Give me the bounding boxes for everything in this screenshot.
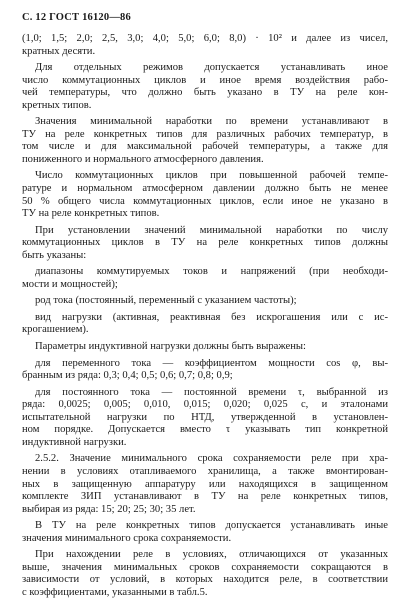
text-line: ном порядке. Допускается вместо τ указывать тип конкретной bbox=[22, 424, 388, 436]
text-line: крогашением). bbox=[22, 324, 89, 336]
paragraph bbox=[22, 520, 388, 545]
text-line: выше, значения минимальных сроков сохраняемости сокращаются в bbox=[22, 561, 388, 573]
text-line: значения минимального срока сохраняемости. bbox=[22, 532, 232, 544]
paragraph bbox=[22, 33, 388, 58]
text-line: испытательной нагрузки по НТД, утвержденной в установлен- bbox=[22, 411, 388, 423]
text-line: кратных десяти. bbox=[22, 45, 96, 57]
text-line: Для отдельных режимов допускается устанавливать иное bbox=[35, 62, 388, 74]
paragraph bbox=[22, 295, 388, 308]
paragraph bbox=[22, 387, 388, 450]
text-line: Параметры индуктивной нагрузки должны быть выражены: bbox=[35, 341, 306, 353]
text-line: ТУ на реле конкретных типов. bbox=[22, 208, 160, 220]
paragraph bbox=[22, 312, 388, 337]
document-page bbox=[22, 12, 388, 603]
text-line: для постоянного тока — постоянной времени τ, выбранной из bbox=[35, 386, 388, 398]
paragraph bbox=[22, 549, 388, 599]
text-line: (1,0; 1,5; 2,0; 2,5, 3,0; 4,0; 5,0; 6,0; 8,0) · 10² и далее из чисел, bbox=[22, 33, 388, 44]
text-line: коммутационных циклов в ТУ на реле конкретных типов должны bbox=[22, 237, 388, 249]
text-line: 50 % общего числа коммутационных циклов, если иное не указано в bbox=[22, 195, 388, 207]
text-line: нении в условиях отапливаемого хранилища, а также вмонтирован- bbox=[22, 465, 388, 477]
text-line: быть указаны: bbox=[22, 249, 87, 261]
text-line: число коммутационных циклов и иное время воздействия рабо- bbox=[22, 74, 388, 86]
paragraph bbox=[22, 358, 388, 383]
text-line: ратуре и нормальном атмосферном давлении должно быть не менее bbox=[22, 183, 388, 195]
text-line: для переменного тока — коэффициентом мощности cos φ, вы- bbox=[35, 357, 388, 369]
paragraph bbox=[22, 453, 388, 516]
text-line: диапазоны коммутируемых токов и напряжений (при необходи- bbox=[35, 266, 388, 278]
text-line: зависимости от условий, в которых находится реле, в соответствии bbox=[22, 574, 388, 586]
text-line: вид нагрузки (активная, реактивная без искрогашения или с ис- bbox=[35, 311, 388, 323]
text-line: Значения минимальной наработки по времени устанавливают в bbox=[35, 116, 388, 128]
text-line: ТУ на реле конкретных типов для различных рабочих температур, в bbox=[22, 128, 388, 140]
text-line: При установлении значений минимальной наработки по числу bbox=[35, 224, 388, 236]
text-line: ряда: 0,0025; 0,005; 0,010, 0,015; 0,020; 0,025 с, и эталонами bbox=[22, 399, 388, 411]
text-line: В ТУ на реле конкретных типов допускается устанавливать иные bbox=[35, 520, 388, 532]
text-line: мости и мощностей); bbox=[22, 278, 118, 290]
text-line: род тока (постоянный, переменный с указанием частоты); bbox=[35, 295, 297, 307]
document-body bbox=[22, 33, 388, 599]
text-line: 2.5.2. Значение минимального срока сохраняемости реле при хра- bbox=[35, 453, 388, 465]
text-line: бранным из ряда: 0,3; 0,4; 0,5; 0,6; 0,7; 0,8; 0,9; bbox=[22, 370, 233, 382]
text-line: кретных типов. bbox=[22, 99, 92, 111]
text-line: Число коммутационных циклов при повышенной рабочей темпе- bbox=[35, 170, 388, 182]
text-line: индуктивной нагрузки. bbox=[22, 436, 127, 448]
text-line: комплекте ЗИП устанавливают в ТУ на реле конкретных типов, bbox=[22, 491, 388, 503]
paragraph bbox=[22, 62, 388, 112]
text-line: с коэффициентами, указанными в табл.5. bbox=[22, 586, 208, 598]
paragraph bbox=[22, 225, 388, 263]
text-line: том числе и для максимальной рабочей температуры, а также для bbox=[22, 141, 388, 153]
paragraph bbox=[22, 266, 388, 291]
text-line: чей температуры, что должно быть указано в ТУ на реле кон- bbox=[22, 87, 388, 99]
text-line: При нахождении реле в условиях, отличающихся от указанных bbox=[35, 549, 388, 561]
paragraph bbox=[22, 116, 388, 166]
text-line: ных в защищенную аппаратуру или находящихся в защищенном bbox=[22, 478, 388, 490]
paragraph bbox=[22, 341, 388, 354]
text-line: пониженного и нормального атмосферного давления. bbox=[22, 153, 264, 165]
page-header: С. 12 ГОСТ 16120—86 bbox=[22, 12, 131, 23]
text-line: выбирая из ряда: 15; 20; 25; 30; 35 лет. bbox=[22, 503, 196, 515]
paragraph bbox=[22, 170, 388, 220]
